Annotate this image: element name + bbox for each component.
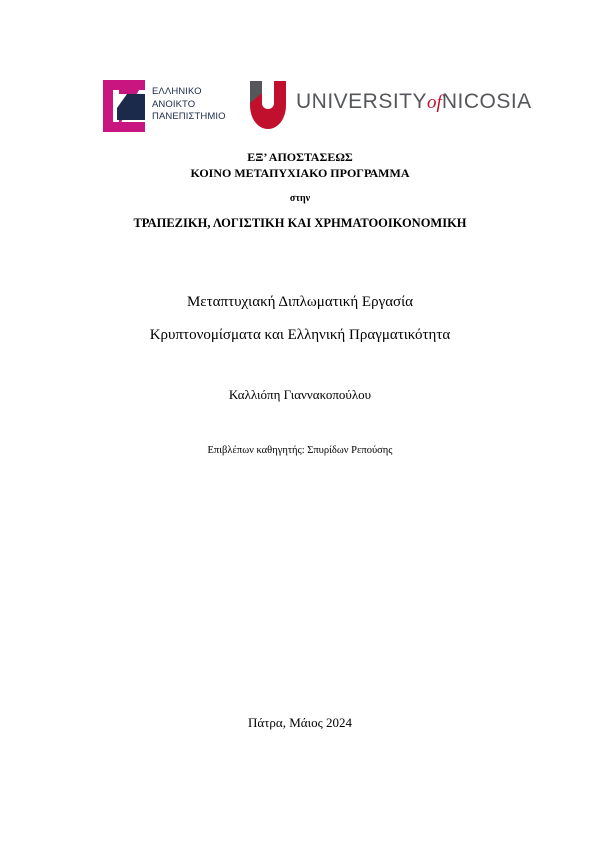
unic-shield-icon <box>248 81 288 129</box>
eap-wordmark <box>152 86 226 124</box>
unic-wordmark <box>296 90 532 114</box>
eap-emblem-icon <box>103 80 151 132</box>
unic-word-university: UNIVERSITY <box>296 90 428 113</box>
place-date: Πάτρα, Μάιος 2024 <box>248 715 352 730</box>
header-connector: στην <box>289 193 311 204</box>
header-line2: ΚΟΙΝΟ ΜΕΤΑΠΥΧΙΑΚΟ ΠΡΟΓΡΑΜΜΑ <box>190 166 410 180</box>
thesis-title: Κρυπτονομίσματα και Ελληνική Πραγματικότητα <box>149 327 451 343</box>
unic-word-nicosia: NICOSIA <box>441 90 532 113</box>
unic-logo <box>248 76 532 134</box>
eap-wordmark-line3: ΠΑΝΕΠΙΣΤΗΜΙΟ <box>152 111 226 122</box>
logos-header <box>103 76 532 134</box>
eap-wordmark-line1: ΕΛΛΗΝΙΚΟ <box>152 86 202 97</box>
supervisor: Επιβλέπων καθηγητής: Σπυρίδων Ρεπούσης <box>207 445 393 456</box>
thesis-type: Μεταπτυχιακή Διπλωματική Εργασία <box>186 294 414 310</box>
eap-wordmark-line2: ΑΝΟΙΚΤΟ <box>152 98 196 110</box>
program-title: ΤΡΑΠΕΖΙΚΗ, ΛΟΓΙΣΤΙΚΗ ΚΑΙ ΧΡΗΜΑΤΟΟΙΚΟΝΟΜΙΚΗ <box>133 216 467 230</box>
header-line1: ΕΞ’ ΑΠΟΣΤΑΣΕΩΣ <box>247 150 353 164</box>
unic-word-of: of <box>427 92 442 113</box>
author-name: Καλλιόπη Γιαννακοπούλου <box>228 387 372 402</box>
eap-logo <box>103 80 238 132</box>
